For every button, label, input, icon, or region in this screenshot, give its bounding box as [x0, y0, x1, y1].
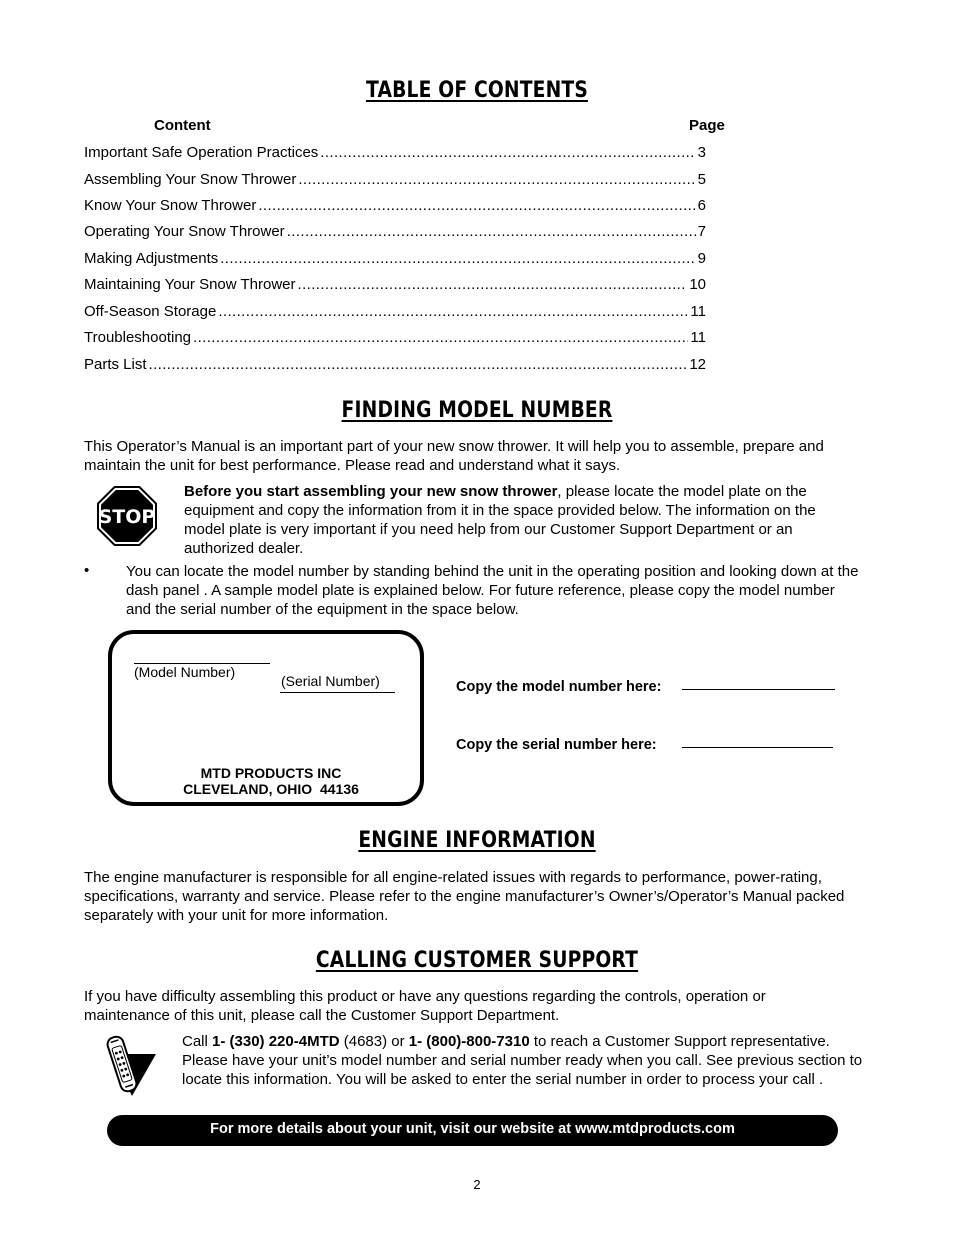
support-call-text: Call 1- (330) 220-4MTD (4683) or 1- (800)-800-7310 to reach a Customer Support representative. Please have your unit’s model number and serial number ready when you call. See previous section to locate this information. You will be asked to enter the serial number in order to process your call .	[182, 1033, 863, 1088]
model-number-label: (Model Number)	[134, 664, 236, 680]
serial-number-line	[280, 692, 395, 693]
bullet: •	[84, 562, 90, 579]
support-title: CALLING CUSTOMER SUPPORT	[315, 948, 639, 973]
toc-entry[interactable]: Know Your Snow Thrower ..... 6	[84, 197, 706, 214]
finding-title: FINDING MODEL NUMBER	[341, 398, 613, 423]
toc-entry[interactable]: Making Adjustments ..... 9	[84, 250, 706, 267]
toc-entry[interactable]: Troubleshooting ..... 11	[84, 329, 706, 346]
website-banner[interactable]: For more details about your unit, visit our website at www.mtdproducts.com	[107, 1115, 838, 1146]
engine-title: ENGINE INFORMATION	[358, 828, 596, 853]
finding-intro: This Operator’s Manual is an important part of your new snow thrower. It will help you to assemble, prepare and maintain the unit for best performance. Please read and understand what it says.	[84, 438, 824, 474]
bullet-text: You can locate the model number by standing behind the unit in the operating position and looking down at the dash panel . A sample model plate is explained below. For future reference, please copy the model number and the serial number of the equipment in the space below.	[126, 563, 859, 618]
support-intro: If you have difficulty assembling this product or have any questions regarding the controls, operation or maintenance of this unit, please call the Customer Support Department.	[84, 988, 766, 1024]
stop-sign-icon	[97, 486, 157, 546]
serial-number-label: (Serial Number)	[281, 673, 380, 689]
toc-entry[interactable]: Operating Your Snow Thrower ..... 7	[84, 223, 706, 240]
copy-model-label: Copy the model number here:	[456, 679, 662, 695]
page-number: 2	[473, 1177, 481, 1192]
toc-entry[interactable]: Assembling Your Snow Thrower ..... 5	[84, 171, 706, 188]
phone-number-secondary[interactable]: 1- (800)-800-7310	[408, 1033, 530, 1050]
plate-company: MTD PRODUCTS INC CLEVELAND, OHIO 44136	[183, 765, 359, 797]
phone-number-primary[interactable]: 1- (330) 220-4MTD	[212, 1033, 340, 1050]
toc-entry[interactable]: Off-Season Storage ..... 11	[84, 303, 706, 320]
stop-notice: Before you start assembling your new snow thrower, please locate the model plate on the equipment and copy the information from it in the space provided below. The information on the model plate is very important if you need help from our Customer Support Department or an authorized dealer.	[184, 483, 816, 557]
phone-icon	[98, 1034, 158, 1098]
model-number-entry-line[interactable]	[682, 689, 835, 690]
toc-content-header: Content	[154, 117, 211, 134]
toc-entry[interactable]: Important Safe Operation Practices ..... 3	[84, 144, 706, 161]
toc-entry[interactable]: Maintaining Your Snow Thrower ..... 10	[84, 276, 706, 293]
serial-number-entry-line[interactable]	[682, 747, 833, 748]
toc-page-header: Page	[689, 117, 725, 134]
copy-serial-label: Copy the serial number here:	[456, 737, 657, 753]
stop-sign-label: STOP	[98, 506, 156, 528]
toc-entry[interactable]: Parts List ..... 12	[84, 356, 706, 373]
toc-title: TABLE OF CONTENTS	[366, 78, 588, 103]
engine-text: The engine manufacturer is responsible for all engine-related issues with regards to performance, power-rating, specifications, warranty and service. Please refer to the engine manufacturer’s Owner’s/Operator’s Manual packed separately with your unit for more information.	[84, 869, 845, 924]
